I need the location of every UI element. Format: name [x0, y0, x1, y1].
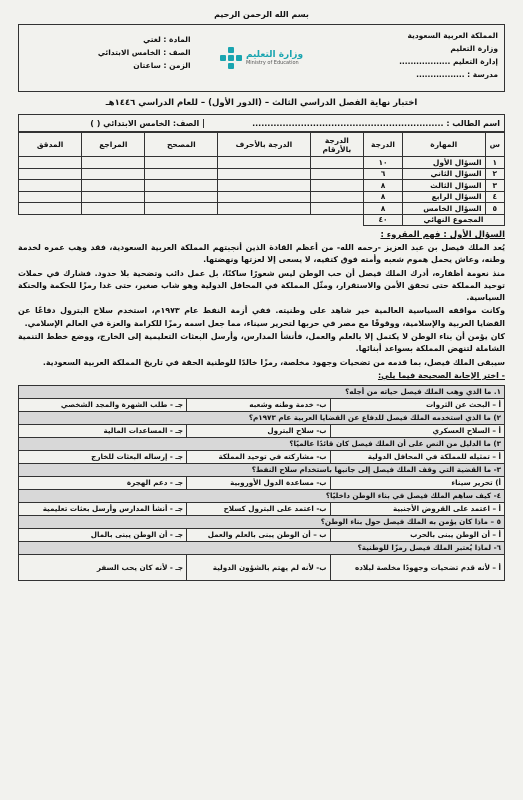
grades-header-row	[19, 133, 505, 157]
grade-entry[interactable]	[82, 157, 145, 169]
grade-cell: ٢	[485, 168, 504, 180]
grade-cell: ٤	[485, 191, 504, 203]
option-c[interactable]: جـ - المساعدات المالية	[19, 424, 187, 437]
grades-header: المهارة	[402, 133, 485, 157]
grade-entry[interactable]	[218, 168, 310, 180]
grade-entry[interactable]	[145, 203, 218, 215]
bismillah: بسم الله الرحمن الرحيم	[214, 10, 309, 19]
option-c[interactable]: جـ - أن الوطن يبنى بالمال	[19, 528, 187, 541]
option-b[interactable]: ب- اعتمد على البترول كسلاح	[187, 502, 330, 515]
question-text: ٦- لماذا يُعتبر الملك فيصل رمزًا للوطنية؟	[19, 541, 505, 554]
grade-entry[interactable]	[19, 191, 82, 203]
grade-entry[interactable]	[82, 191, 145, 203]
grade-entry[interactable]	[82, 180, 145, 192]
section-title: السؤال الأول : فهم المقروء :	[380, 230, 505, 240]
options-row	[19, 554, 505, 580]
option-c[interactable]: جـ - أنشأ المدارس وأرسل بعثات تعليمية	[19, 502, 187, 515]
option-a[interactable]: أ) تحرير سيناء	[330, 476, 504, 489]
exam-title: اختبار نهاية الفصل الدراسي الثالث – (الدور الأول) – للعام الدراسي ١٤٤٦هـ	[105, 98, 418, 108]
ministry-logo	[191, 29, 333, 87]
option-c[interactable]: جـ - دعم الهجرة	[19, 476, 187, 489]
grades-header: الدرجة بالأرقام	[310, 133, 363, 157]
header-time: الزمن : ساعتان	[133, 61, 191, 70]
table-row	[19, 191, 505, 203]
option-a[interactable]: أ – السلاح العسكري	[330, 424, 504, 437]
grade-cell: ١	[485, 157, 504, 169]
question-row	[19, 385, 505, 398]
option-c[interactable]: جـ - لأنه كان يحب السفر	[19, 554, 187, 580]
option-b[interactable]: ب- مشاركته في توحيد المملكة	[187, 450, 330, 463]
grades-header: المدقق	[19, 133, 82, 157]
grade-entry[interactable]	[310, 157, 363, 169]
option-b[interactable]: ب- مساعدة الدول الأوروبية	[187, 476, 330, 489]
total-value: ٤٠	[364, 214, 403, 226]
student-class-field: الصف: الخامس الابتدائي ( )	[23, 119, 204, 128]
grade-entry[interactable]	[310, 168, 363, 180]
grade-cell: ٨	[364, 180, 403, 192]
grade-entry[interactable]	[19, 180, 82, 192]
grades-header: الدرجة بالأحرف	[218, 133, 310, 157]
grade-entry[interactable]	[310, 180, 363, 192]
grade-cell: السؤال الثاني	[402, 168, 485, 180]
grade-cell: ٨	[364, 191, 403, 203]
grade-entry[interactable]	[310, 191, 363, 203]
header-country: المملكة العربية السعودية	[407, 31, 498, 40]
option-c[interactable]: جـ - طلب الشهرة والمجد الشخصي	[19, 398, 187, 411]
grade-cell: ٨	[364, 203, 403, 215]
grade-entry[interactable]	[218, 191, 310, 203]
ministry-logo-icon	[220, 47, 242, 69]
header-school-info	[332, 29, 498, 87]
header-subject-info	[25, 29, 191, 87]
question-text: ٣- ما القضية التي وقف الملك فيصل إلى جانبها باستخدام سلاح النفط؟	[19, 463, 505, 476]
grades-header: المراجع	[82, 133, 145, 157]
grade-cell: ٣	[485, 180, 504, 192]
reading-passage	[18, 242, 505, 369]
option-a[interactable]: أ – أن الوطن يبنى بالحرب	[330, 528, 504, 541]
grade-entry[interactable]	[19, 157, 82, 169]
total-label: المجموع النهائي	[402, 214, 504, 226]
table-row	[19, 180, 505, 192]
grades-header: الدرجة	[364, 133, 403, 157]
grade-entry[interactable]	[218, 180, 310, 192]
table-row	[19, 203, 505, 215]
mcq-table	[18, 385, 505, 581]
grade-entry[interactable]	[82, 168, 145, 180]
grade-entry[interactable]	[145, 180, 218, 192]
question-row	[19, 541, 505, 554]
option-a[interactable]: أ – تمثيله للمملكة في المحافل الدولية	[330, 450, 504, 463]
logo-subtext: Ministry of Education	[245, 60, 299, 66]
table-row	[19, 157, 505, 169]
option-a[interactable]: أ – البحث عن الثروات	[330, 398, 504, 411]
option-b[interactable]: ب- سلاح البترول	[187, 424, 330, 437]
question-text: ٢) ما الذي استخدمه الملك فيصل للدفاع عن القضايا العربية عام ١٩٧٣م؟	[19, 411, 505, 424]
passage-paragraph: كان يؤمن أن بناء الوطن لا يكتمل إلا بالعلم والعمل، فأنشأ المدارس، وأرسل البعثات التعليمية إلى الخارج، ووضع خطط التنمية الشاملة لتنهض المملكة بسواعد أبنائها.	[18, 332, 505, 354]
grade-cell: السؤال الثالث	[402, 180, 485, 192]
question-row	[19, 411, 505, 424]
options-row	[19, 424, 505, 437]
options-row	[19, 476, 505, 489]
question-row	[19, 463, 505, 476]
total-row	[19, 214, 505, 226]
option-a[interactable]: أ – لأنه قدم تضحيات وجهودًا مخلصة لبلاده	[330, 554, 504, 580]
grades-table	[18, 132, 505, 226]
option-c[interactable]: جـ - إرساله البعثات للخارج	[19, 450, 187, 463]
option-a[interactable]: أ – اعتمد على القروض الأجنبية	[330, 502, 504, 515]
grade-entry[interactable]	[82, 203, 145, 215]
options-row	[19, 398, 505, 411]
question-text: ٤- كيف ساهم الملك فيصل في بناء الوطن داخليًا؟	[19, 489, 505, 502]
header-ministry: وزارة التعليم	[450, 44, 498, 53]
option-b[interactable]: ب- لأنه لم يهتم بالشؤون الدولية	[187, 554, 330, 580]
grade-entry[interactable]	[145, 157, 218, 169]
logo-text: وزارة التعليم	[245, 50, 304, 60]
exam-header	[18, 24, 505, 92]
options-row	[19, 502, 505, 515]
student-name-field[interactable]: اسم الطالب : ...............................................................	[252, 118, 500, 128]
question-text: ١. ما الذي وهب الملك فيصل حياته من أجله؟	[19, 385, 505, 398]
passage-paragraph: وكانت مواقفه السياسية العالمية خير شاهد على وطنيته. ففي أزمة النفط عام ١٩٧٣م، استخدم سلاح البترول دفاعًا عن القضايا العربية والإسلامية، ووقوفًا مع مصر في حربها لتحرير سيناء، مما جعل اسمه رمزًا للكرامة والعزة في العالم الإسلامي.	[18, 306, 505, 328]
grades-header: المصحح	[145, 133, 218, 157]
grade-cell: ٥	[485, 203, 504, 215]
grades-header: س	[485, 133, 504, 157]
passage-paragraph: سيبقى الملك فيصل، بما قدمه من تضحيات وجهود مخلصة، رمزًا خالدًا للوطنية الحقة في تاريخ المملكة العربية السعودية.	[42, 357, 505, 367]
question-row	[19, 437, 505, 450]
grade-cell: ٦	[364, 168, 403, 180]
grade-cell: السؤال الرابع	[402, 191, 485, 203]
question-row	[19, 489, 505, 502]
passage-paragraph: منذ نعومة أظفاره، أدرك الملك فيصل أن حب الوطن ليس شعورًا ساكنًا، بل عمل دائب وتضحية بلا حدود. فشارك في حملات توحيد المملكة حتى تحقق الأمن والاستقرار، ومثّل المملكة في المحافل الدولية وهو شاب صغير، حتى غدا رمزًا للحكمة والحنكة السياسية.	[18, 268, 505, 303]
grade-entry[interactable]	[145, 168, 218, 180]
option-b[interactable]: ب – أن الوطن يبنى بالعلم والعمل	[187, 528, 330, 541]
grade-entry[interactable]	[218, 203, 310, 215]
question-text: ٥ – ماذا كان يؤمن به الملك فيصل حول بناء الوطن؟	[19, 515, 505, 528]
choose-instruction: - اختر الإجابة الصحيحة فيما يلي:	[377, 370, 505, 380]
header-subject: المادة : لغتي	[143, 35, 191, 44]
header-grade: الصف : الخامس الابتدائي	[97, 48, 191, 57]
question-text: ٣) ما الدليل من النص على أن الملك فيصل كان قائدًا عالميًا؟	[19, 437, 505, 450]
grade-entry[interactable]	[310, 203, 363, 215]
grade-entry[interactable]	[19, 203, 82, 215]
question-row	[19, 515, 505, 528]
option-b[interactable]: ب- خدمة وطنه وشعبه	[187, 398, 330, 411]
passage-paragraph: يُعد الملك فيصل بن عبد العزيز -رحمه الله- من أعظم القادة الذين أنجبتهم المملكة العربية السعودية، فقد وهب عمره لخدمة وطنه، وعاش يحمل هموم شعبه وأمته فوق كتفيه، لا يسعى إلا لعزتها ونهضتها.	[18, 243, 505, 265]
header-directorate: إدارة التعليم ..................	[399, 57, 498, 66]
grade-cell: السؤال الأول	[402, 157, 485, 169]
table-row	[19, 168, 505, 180]
grade-cell: ١٠	[364, 157, 403, 169]
grade-entry[interactable]	[218, 157, 310, 169]
header-school: مدرسة : .................	[416, 70, 498, 79]
options-row	[19, 528, 505, 541]
grade-entry[interactable]	[145, 191, 218, 203]
grade-cell: السؤال الخامس	[402, 203, 485, 215]
student-info-row	[18, 114, 505, 132]
grade-entry[interactable]	[19, 168, 82, 180]
options-row	[19, 450, 505, 463]
